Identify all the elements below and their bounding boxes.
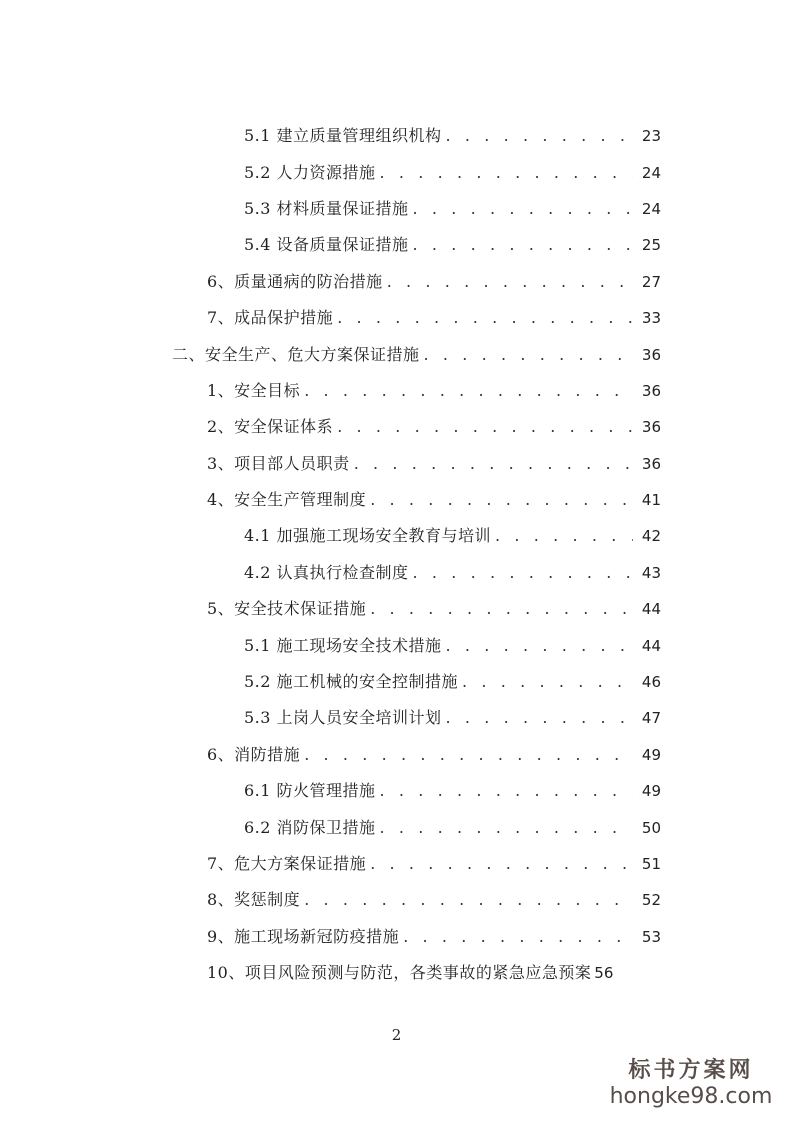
toc-entry-page: 36 [641, 381, 661, 400]
toc-dot-leader [413, 235, 633, 255]
toc-entry-page: 50 [641, 818, 661, 837]
toc-entry-page: 33 [641, 309, 661, 328]
toc-entry-title: 7、危大方案保证措施 [207, 854, 367, 873]
toc-dot-leader [370, 599, 633, 619]
toc-entry-title: 4、安全生产管理制度 [207, 490, 367, 510]
toc-entry-title: 3、项目部人员职责 [207, 453, 350, 473]
toc-entry[interactable] [0, 882, 793, 918]
toc-entry-title: 5.2 施工机械的安全控制措施 [244, 672, 459, 692]
toc-dot-leader [380, 781, 633, 801]
toc-entry[interactable] [0, 227, 793, 263]
watermark [601, 1058, 781, 1110]
toc-dot-leader [446, 636, 633, 656]
toc-dot-leader [370, 490, 633, 510]
toc-entry-title: 5.4 设备质量保证措施 [244, 235, 409, 255]
toc-entry-title: 6、质量通病的防治措施 [207, 271, 383, 291]
toc-entry-page: 49 [641, 745, 661, 764]
toc-entry-page: 24 [641, 199, 661, 218]
toc-entry[interactable] [0, 118, 793, 154]
toc-dot-leader [446, 126, 633, 146]
toc-dot-leader [304, 381, 633, 401]
watermark-title: 标书方案网 [628, 1058, 754, 1083]
toc-entry-title: 5、安全技术保证措施 [207, 599, 367, 619]
toc-entry-page: 53 [641, 927, 661, 946]
toc-entry-page: 36 [641, 454, 661, 473]
toc-dot-leader [462, 672, 633, 692]
toc-entry-page: 56 [594, 964, 614, 983]
toc-entry-title: 7、成品保护措施 [207, 308, 334, 328]
toc-entry-title: 4.1 加强施工现场安全教育与培训 [244, 526, 492, 546]
toc-entry[interactable] [0, 627, 793, 663]
toc-entry-page: 44 [641, 600, 661, 619]
table-of-contents [0, 118, 793, 991]
toc-entry[interactable] [0, 591, 793, 627]
toc-entry[interactable] [0, 446, 793, 482]
toc-dot-leader [403, 927, 633, 947]
toc-entry[interactable] [0, 737, 793, 773]
toc-dot-leader [380, 163, 633, 183]
toc-dot-leader [337, 417, 633, 437]
toc-entry[interactable] [0, 409, 793, 445]
toc-entry-title: 5.1 建立质量管理组织机构 [244, 126, 442, 146]
toc-dot-leader [370, 854, 633, 874]
toc-dot-leader [446, 708, 633, 728]
toc-entry-title: 5.3 材料质量保证措施 [244, 198, 409, 218]
toc-entry-title: 2、安全保证体系 [207, 417, 334, 437]
toc-entry-page: 23 [641, 127, 661, 146]
toc-dot-leader [413, 563, 633, 583]
toc-entry-page: 46 [641, 673, 661, 692]
toc-entry-page: 36 [641, 345, 661, 364]
toc-entry[interactable] [0, 154, 793, 190]
toc-dot-leader [387, 272, 633, 292]
page-number: 2 [391, 1026, 402, 1044]
toc-dot-leader [380, 818, 633, 838]
toc-entry-title: 4.2 认真执行检查制度 [244, 562, 409, 582]
toc-entry[interactable] [0, 373, 793, 409]
toc-entry-page: 41 [641, 491, 661, 510]
toc-entry-page: 24 [641, 163, 661, 182]
toc-entry[interactable] [0, 555, 793, 591]
toc-entry-page: 47 [641, 709, 661, 728]
toc-entry-page: 51 [641, 855, 661, 873]
toc-dot-leader [304, 890, 633, 910]
toc-entry-title: 6.2 消防保卫措施 [244, 817, 376, 837]
toc-entry-page: 27 [641, 272, 661, 291]
toc-entry-title: 二、安全生产、危大方案保证措施 [172, 344, 420, 364]
toc-entry[interactable] [0, 700, 793, 736]
toc-entry[interactable] [0, 773, 793, 809]
toc-entry-title: 1、安全目标 [207, 380, 301, 400]
toc-entry[interactable] [0, 518, 793, 554]
watermark-url: hongke98.com [609, 1084, 773, 1109]
toc-entry-page: 36 [641, 418, 661, 437]
toc-dot-leader [304, 745, 633, 765]
toc-entry-title: 6.1 防火管理措施 [244, 781, 376, 801]
toc-entry-page: 49 [641, 782, 661, 801]
toc-entry-title: 6、消防措施 [207, 744, 301, 764]
toc-entry[interactable] [0, 264, 793, 300]
toc-entry-page: 44 [641, 636, 661, 655]
toc-entry-title: 5.3 上岗人员安全培训计划 [244, 708, 442, 728]
toc-entry-title: 5.1 施工现场安全技术措施 [244, 635, 442, 655]
toc-entry[interactable] [0, 664, 793, 700]
toc-entry[interactable] [0, 919, 793, 955]
toc-entry-title: 9、施工现场新冠防疫措施 [207, 926, 400, 946]
toc-entry[interactable] [0, 191, 793, 227]
toc-entry[interactable] [0, 846, 793, 882]
toc-entry[interactable] [0, 482, 793, 518]
toc-entry[interactable] [0, 955, 793, 991]
toc-dot-leader [424, 345, 633, 365]
toc-dot-leader [495, 526, 633, 546]
toc-entry-page: 42 [641, 527, 661, 546]
toc-dot-leader [337, 308, 633, 328]
toc-entry-page: 25 [641, 236, 661, 255]
toc-entry-page: 52 [641, 891, 661, 910]
toc-dot-leader [413, 199, 633, 219]
toc-entry-title: 10、项目风险预测与防范，各类事故的紧急应急预案 [207, 963, 592, 983]
toc-entry-title: 8、奖惩制度 [207, 890, 301, 910]
toc-entry[interactable] [0, 336, 793, 372]
toc-entry-page: 43 [641, 563, 661, 582]
toc-entry[interactable] [0, 809, 793, 845]
toc-dot-leader [354, 454, 633, 474]
toc-entry-title: 5.2 人力资源措施 [244, 162, 376, 182]
toc-entry[interactable] [0, 300, 793, 336]
